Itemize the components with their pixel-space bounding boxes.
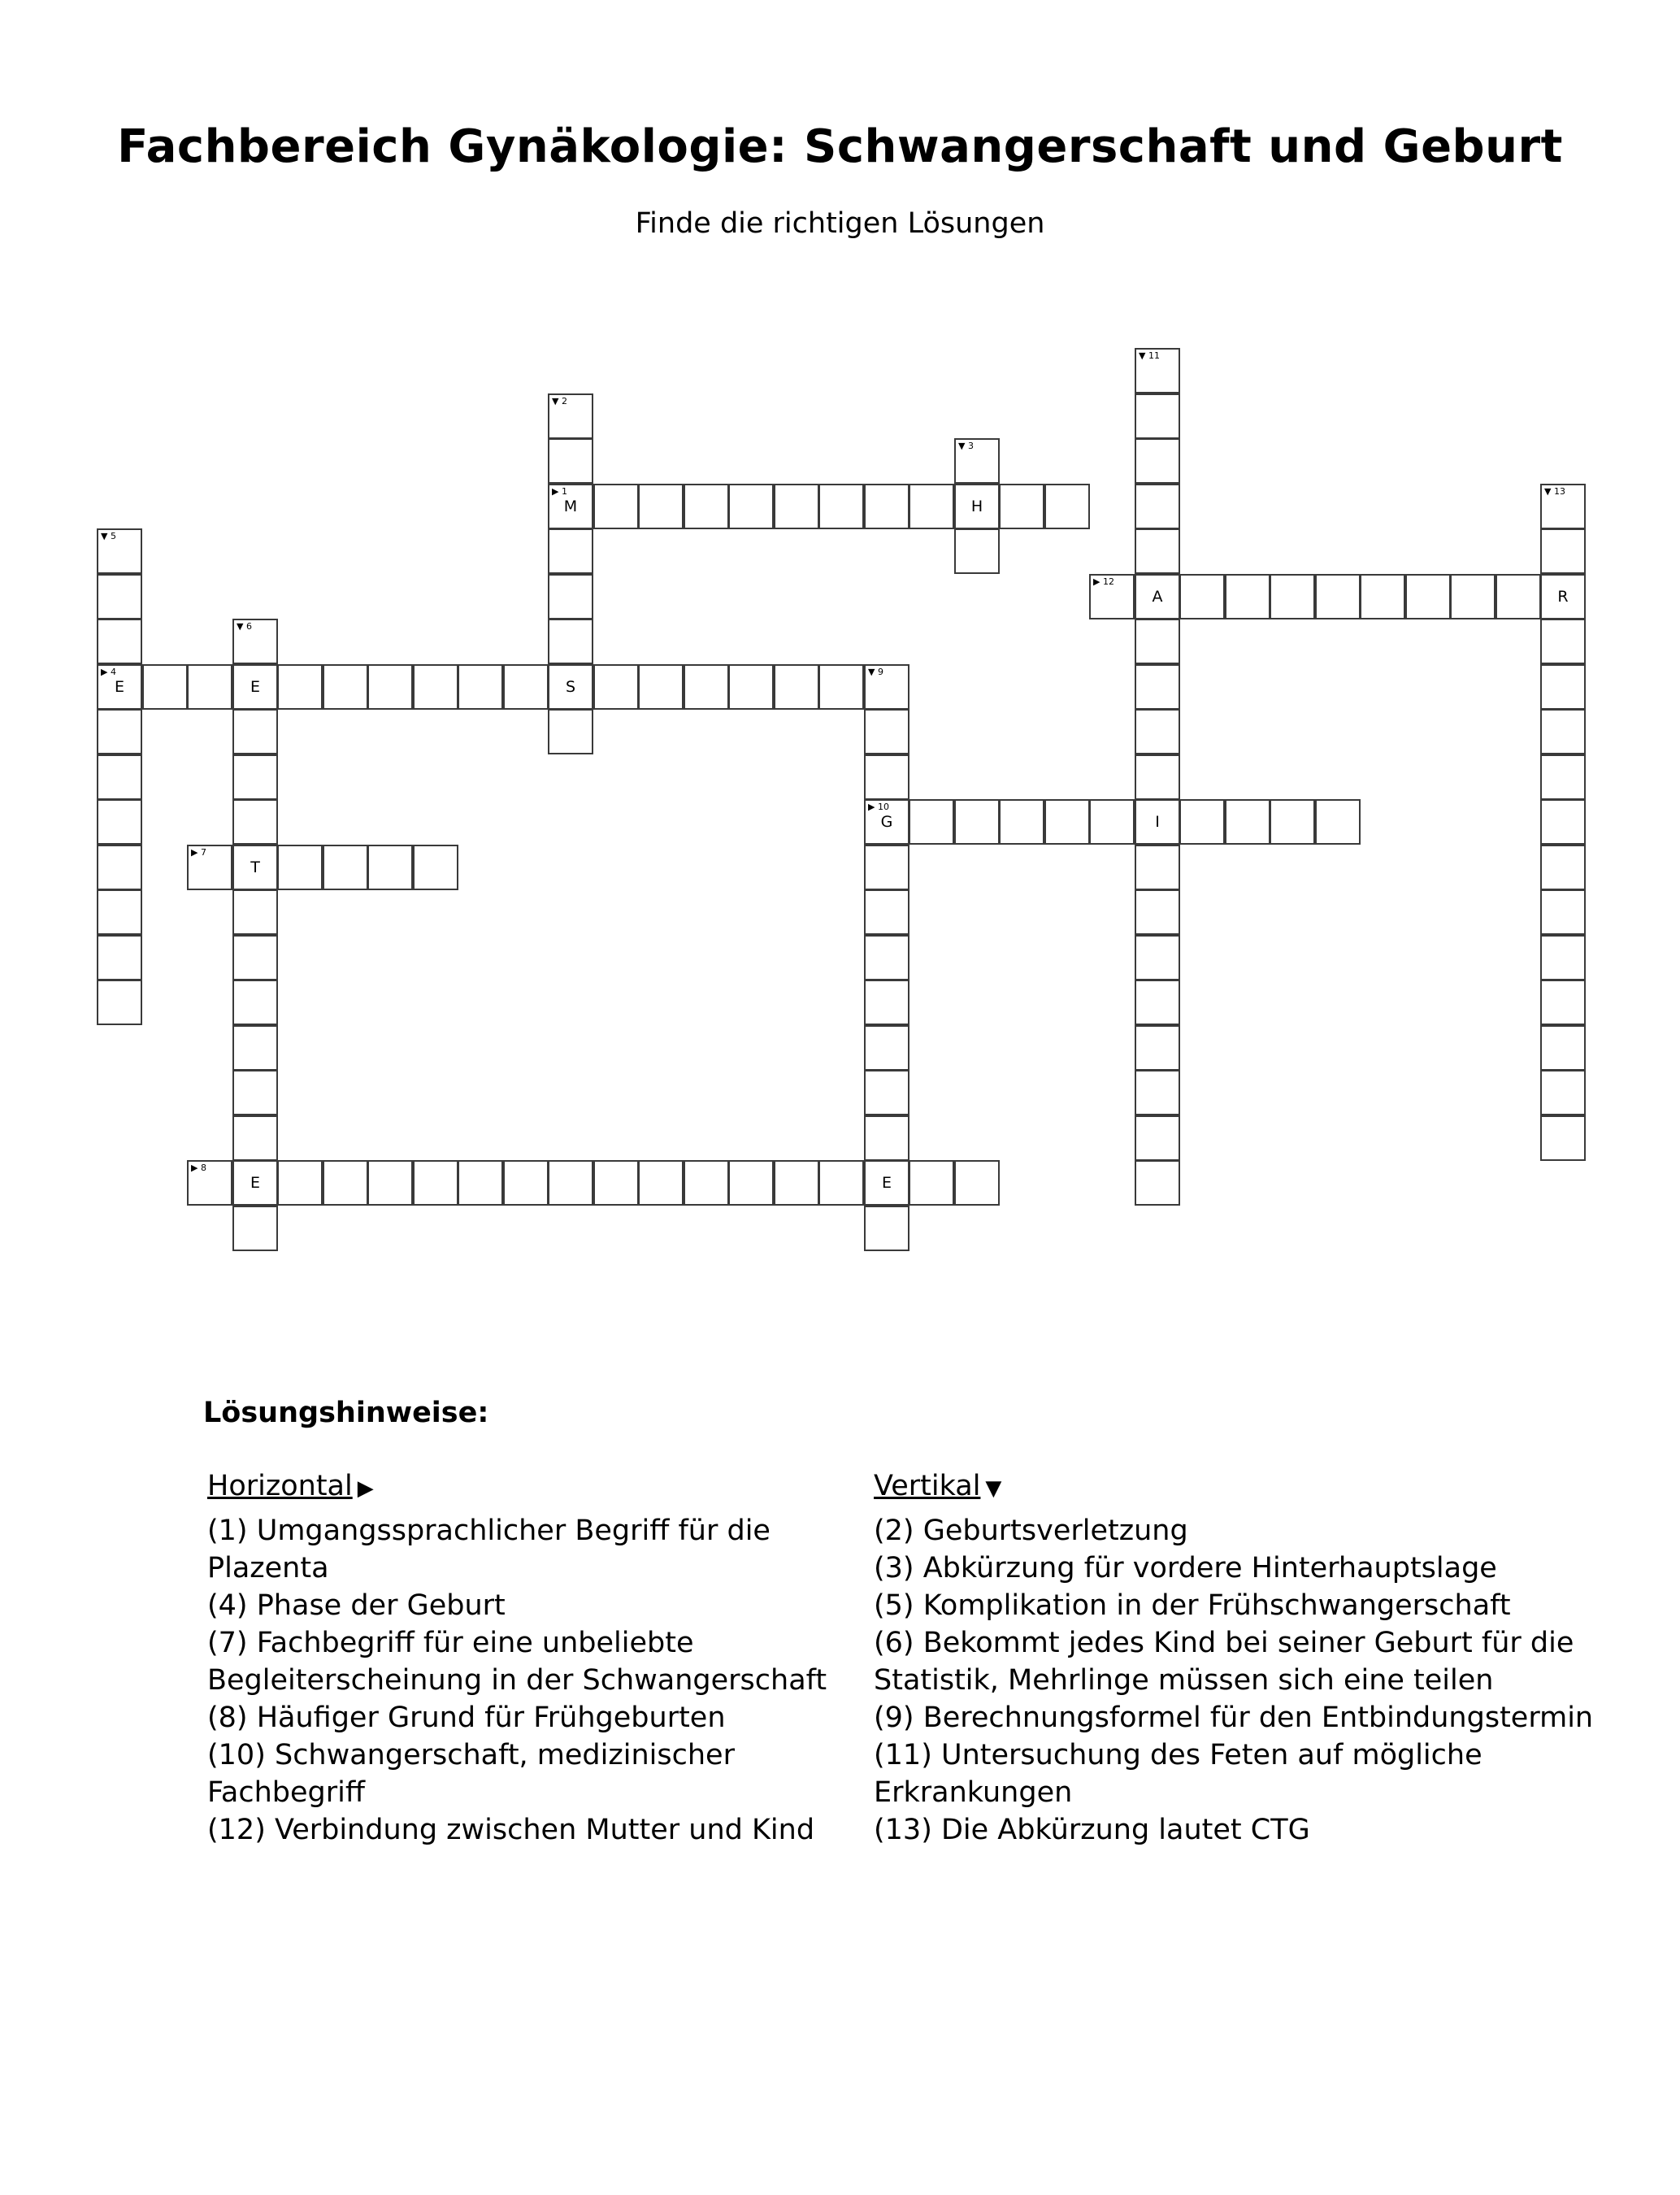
crossword-cell[interactable] [1540, 484, 1586, 529]
clue-number-marker [237, 622, 252, 632]
crossword-cell[interactable] [1135, 754, 1180, 800]
cell-letter: R [1557, 588, 1569, 606]
crossword-cell[interactable] [864, 754, 909, 800]
horizontal-clues-header [207, 1467, 841, 1507]
crossword-cell[interactable] [548, 664, 593, 710]
crossword-cell[interactable] [232, 1160, 278, 1206]
crossword-cell[interactable] [774, 1160, 819, 1206]
clue-horizontal-1: (1) Umgangssprachlicher Begriff für die Plazenta [207, 1515, 771, 1584]
crossword-cell[interactable] [1135, 619, 1180, 664]
crossword-cell[interactable] [1135, 528, 1180, 574]
crossword-cell[interactable] [1540, 1025, 1586, 1071]
down-marker-icon: ▼ [1544, 486, 1552, 497]
right-arrow-icon: ▶ [357, 1476, 374, 1501]
crossword-cell[interactable] [1540, 574, 1586, 619]
right-marker-icon: ▶ [101, 667, 108, 677]
crossword-cell[interactable] [864, 1160, 909, 1206]
clue-vertical-13: (13) Die Abkürzung lautet CTG [874, 1814, 1310, 1846]
clue-vertical-3: (3) Abkürzung für vordere Hinterhauptslage [874, 1552, 1497, 1584]
crossword-cell[interactable] [1089, 574, 1135, 619]
crossword-cell[interactable] [1540, 799, 1586, 845]
cell-letter: E [250, 678, 260, 696]
crossword-cell[interactable] [1044, 484, 1090, 529]
crossword-cell[interactable] [277, 845, 323, 890]
crossword-cell[interactable] [97, 528, 142, 574]
crossword-cell[interactable] [232, 1115, 278, 1161]
crossword-cell[interactable] [1135, 1115, 1180, 1161]
crossword-cell[interactable] [1135, 574, 1180, 619]
cell-letter: I [1155, 813, 1160, 831]
crossword-cell[interactable] [548, 1160, 593, 1206]
crossword-cell[interactable] [503, 664, 549, 710]
crossword-cell[interactable] [1540, 1115, 1586, 1161]
crossword-cell[interactable] [232, 799, 278, 845]
crossword-cell[interactable] [728, 484, 774, 529]
cell-letter: M [563, 498, 578, 515]
crossword-cell[interactable] [684, 1160, 729, 1206]
crossword-cell[interactable] [864, 889, 909, 935]
clue-number: 1 [558, 486, 567, 497]
crossword-cell[interactable] [864, 845, 909, 890]
clue-vertical-11: (11) Untersuchung des Feten auf mögliche Erkrankungen [874, 1739, 1482, 1809]
crossword-cell[interactable] [909, 1160, 954, 1206]
clue-horizontal-10: (10) Schwangerschaft, medizinischer Fachbegriff [207, 1739, 735, 1809]
crossword-cell[interactable] [1540, 1070, 1586, 1115]
cell-letter: H [970, 498, 983, 515]
crossword-cell[interactable] [593, 664, 639, 710]
crossword-cell[interactable] [1089, 799, 1135, 845]
vertical-label: Vertikal [874, 1470, 981, 1502]
crossword-cell[interactable] [548, 709, 593, 754]
crossword-cell[interactable] [1179, 574, 1225, 619]
crossword-cell[interactable] [728, 664, 774, 710]
crossword-cell[interactable] [818, 1160, 864, 1206]
crossword-cell[interactable] [232, 889, 278, 935]
down-arrow-icon: ▼ [985, 1476, 1002, 1501]
crossword-cell[interactable] [1540, 709, 1586, 754]
crossword-cell[interactable] [548, 393, 593, 439]
crossword-cell[interactable] [954, 528, 1000, 574]
crossword-cell[interactable] [548, 574, 593, 619]
crossword-cell[interactable] [909, 799, 954, 845]
crossword-cell[interactable] [1135, 664, 1180, 710]
horizontal-label: Horizontal [207, 1470, 353, 1502]
crossword-cell[interactable] [864, 1206, 909, 1251]
clue-number: 6 [243, 621, 252, 632]
crossword-cell[interactable] [954, 438, 1000, 484]
crossword-cell[interactable] [1405, 574, 1451, 619]
crossword-cell[interactable] [97, 664, 142, 710]
crossword-cell[interactable] [1315, 574, 1361, 619]
crossword-cell[interactable] [1135, 709, 1180, 754]
crossword-cell[interactable] [413, 845, 458, 890]
down-marker-icon: ▼ [101, 531, 108, 541]
crossword-cell[interactable] [503, 1160, 549, 1206]
crossword-cell[interactable] [1135, 484, 1180, 529]
crossword-cell[interactable] [97, 754, 142, 800]
clue-number: 9 [875, 667, 883, 677]
crossword-cell[interactable] [864, 664, 909, 710]
crossword-cell[interactable] [728, 1160, 774, 1206]
crossword-cell[interactable] [97, 980, 142, 1025]
crossword-cell[interactable] [97, 574, 142, 619]
down-marker-icon: ▼ [1139, 350, 1146, 361]
crossword-cell[interactable] [1135, 845, 1180, 890]
crossword-cell[interactable] [187, 845, 232, 890]
crossword-cell[interactable] [232, 664, 278, 710]
crossword-cell[interactable] [187, 1160, 232, 1206]
crossword-cell[interactable] [1179, 799, 1225, 845]
down-marker-icon: ▼ [237, 621, 244, 632]
crossword-cell[interactable] [954, 1160, 1000, 1206]
crossword-cell[interactable] [864, 980, 909, 1025]
clue-number: 12 [1100, 576, 1114, 587]
crossword-cell[interactable] [638, 664, 684, 710]
crossword-cell[interactable] [684, 484, 729, 529]
crossword-cell[interactable] [323, 664, 368, 710]
cell-letter: A [1152, 588, 1163, 606]
crossword-cell[interactable] [232, 845, 278, 890]
crossword-cell[interactable] [1540, 619, 1586, 664]
crossword-cell[interactable] [232, 1206, 278, 1251]
crossword-cell[interactable] [593, 1160, 639, 1206]
crossword-cell[interactable] [1360, 574, 1405, 619]
crossword-cell[interactable] [413, 664, 458, 710]
crossword-cell[interactable] [638, 1160, 684, 1206]
cell-letter: E [250, 1174, 260, 1192]
crossword-cell[interactable] [187, 664, 232, 710]
crossword-cell[interactable] [1135, 348, 1180, 393]
clue-number-marker [191, 848, 206, 858]
crossword-cell[interactable] [864, 799, 909, 845]
crossword-cell[interactable] [1540, 889, 1586, 935]
crossword-cell[interactable] [548, 484, 593, 529]
crossword-cell[interactable] [954, 799, 1000, 845]
crossword-cell[interactable] [1270, 574, 1315, 619]
clue-number: 10 [875, 802, 889, 812]
right-marker-icon: ▶ [868, 802, 875, 812]
clue-vertical-9: (9) Berechnungsformel für den Entbindungstermin [874, 1702, 1594, 1734]
clue-number-marker [1139, 351, 1160, 361]
crossword-cell[interactable] [1135, 438, 1180, 484]
crossword-cell[interactable] [774, 484, 819, 529]
crossword-cell[interactable] [818, 664, 864, 710]
cell-letter: E [114, 678, 124, 696]
crossword-cell[interactable] [1450, 574, 1496, 619]
clue-number: 7 [198, 847, 206, 858]
crossword-cell[interactable] [97, 889, 142, 935]
clues-heading: Lösungshinweise: [203, 1397, 489, 1429]
clue-vertical-6: (6) Bekommt jedes Kind bei seiner Geburt für die Statistik, Mehrlinge müssen sich eine teilen [874, 1627, 1574, 1697]
crossword-cell[interactable] [277, 1160, 323, 1206]
clue-number-marker [1544, 487, 1565, 497]
crossword-cell[interactable] [367, 845, 413, 890]
crossword-cell[interactable] [97, 935, 142, 980]
cell-letter: G [880, 813, 893, 831]
clue-vertical-2: (2) Geburtsverletzung [874, 1515, 1188, 1547]
crossword-cell[interactable] [864, 935, 909, 980]
crossword-cell[interactable] [1225, 799, 1270, 845]
right-marker-icon: ▶ [191, 847, 198, 858]
crossword-cell[interactable] [1496, 574, 1541, 619]
crossword-cell[interactable] [232, 619, 278, 664]
clue-number: 2 [558, 396, 567, 406]
crossword-cell[interactable] [232, 980, 278, 1025]
crossword-cell[interactable] [548, 438, 593, 484]
crossword-cell[interactable] [367, 664, 413, 710]
crossword-cell[interactable] [97, 845, 142, 890]
crossword-cell[interactable] [1135, 980, 1180, 1025]
crossword-cell[interactable] [97, 619, 142, 664]
crossword-cell[interactable] [1540, 980, 1586, 1025]
clue-number: 5 [107, 531, 116, 541]
clue-number: 13 [1551, 486, 1565, 497]
vertical-clues-header [874, 1467, 1605, 1507]
crossword-cell[interactable] [1540, 664, 1586, 710]
crossword-cell[interactable] [548, 619, 593, 664]
crossword-cell[interactable] [864, 1025, 909, 1071]
page-title: Fachbereich Gynäkologie: Schwangerschaft und Geburt [117, 120, 1563, 173]
clue-horizontal-4: (4) Phase der Geburt [207, 1589, 506, 1622]
vertical-clues [874, 1467, 1605, 1849]
crossword-cell[interactable] [367, 1160, 413, 1206]
crossword-cell[interactable] [1044, 799, 1090, 845]
right-marker-icon: ▶ [191, 1163, 198, 1173]
crossword-cell[interactable] [638, 484, 684, 529]
clue-horizontal-8: (8) Häufiger Grund für Frühgeburten [207, 1702, 726, 1734]
crossword-cell[interactable] [277, 664, 323, 710]
crossword-cell[interactable] [232, 935, 278, 980]
crossword-cell[interactable] [1135, 799, 1180, 845]
crossword-cell[interactable] [818, 484, 864, 529]
down-marker-icon: ▼ [958, 441, 966, 451]
horizontal-clues [207, 1467, 841, 1849]
clue-horizontal-7: (7) Fachbegriff für eine unbeliebte Begleiterscheinung in der Schwangerschaft [207, 1627, 827, 1697]
crossword-cell[interactable] [1135, 935, 1180, 980]
crossword-cell[interactable] [1315, 799, 1361, 845]
right-marker-icon: ▶ [1093, 576, 1100, 587]
crossword-cell[interactable] [593, 484, 639, 529]
crossword-cell[interactable] [142, 664, 188, 710]
crossword-cell[interactable] [1135, 1160, 1180, 1206]
right-marker-icon: ▶ [552, 486, 559, 497]
clue-number: 11 [1145, 350, 1160, 361]
crossword-cell[interactable] [999, 799, 1044, 845]
crossword-cell[interactable] [954, 484, 1000, 529]
crossword-cell[interactable] [323, 845, 368, 890]
crossword-cell[interactable] [97, 709, 142, 754]
clue-number-marker [552, 397, 567, 406]
clue-number: 8 [198, 1163, 206, 1173]
crossword-cell[interactable] [774, 664, 819, 710]
down-marker-icon: ▼ [552, 396, 559, 406]
crossword-cell[interactable] [232, 1025, 278, 1071]
crossword-cell[interactable] [232, 754, 278, 800]
clue-number-marker [101, 532, 116, 541]
crossword-cell[interactable] [1270, 799, 1315, 845]
cell-letter: S [565, 678, 576, 696]
crossword-cell[interactable] [1135, 1070, 1180, 1115]
clue-number: 4 [107, 667, 116, 677]
crossword-cell[interactable] [232, 1070, 278, 1115]
crossword-cell[interactable] [1135, 393, 1180, 439]
crossword-cell[interactable] [1135, 889, 1180, 935]
crossword-cell[interactable] [864, 1070, 909, 1115]
crossword-cell[interactable] [1135, 1025, 1180, 1071]
clue-number-marker [958, 441, 974, 451]
clue-number: 3 [965, 441, 974, 451]
clue-number-marker [1093, 577, 1114, 587]
crossword-cell[interactable] [684, 664, 729, 710]
crossword-cell[interactable] [864, 1115, 909, 1161]
cell-letter: T [250, 858, 260, 876]
clue-number-marker [868, 667, 883, 677]
page-subtitle: Finde die richtigen Lösungen [635, 207, 1045, 240]
crossword-cell[interactable] [864, 484, 909, 529]
crossword-cell[interactable] [1540, 528, 1586, 574]
crossword-cell[interactable] [458, 664, 503, 710]
clue-vertical-5: (5) Komplikation in der Frühschwangerschaft [874, 1589, 1511, 1622]
crossword-cell[interactable] [1225, 574, 1270, 619]
crossword-cell[interactable] [909, 484, 954, 529]
down-marker-icon: ▼ [868, 667, 875, 677]
clue-number-marker [191, 1163, 206, 1173]
cell-letter: E [881, 1174, 892, 1192]
crossword-cell[interactable] [1540, 935, 1586, 980]
crossword-cell[interactable] [864, 709, 909, 754]
crossword-cell[interactable] [413, 1160, 458, 1206]
crossword-cell[interactable] [999, 484, 1044, 529]
crossword-cell[interactable] [548, 528, 593, 574]
crossword-cell[interactable] [97, 799, 142, 845]
crossword-cell[interactable] [1540, 754, 1586, 800]
crossword-cell[interactable] [1540, 845, 1586, 890]
crossword-cell[interactable] [232, 709, 278, 754]
clue-horizontal-12: (12) Verbindung zwischen Mutter und Kind [207, 1814, 815, 1846]
crossword-cell[interactable] [323, 1160, 368, 1206]
crossword-cell[interactable] [458, 1160, 503, 1206]
